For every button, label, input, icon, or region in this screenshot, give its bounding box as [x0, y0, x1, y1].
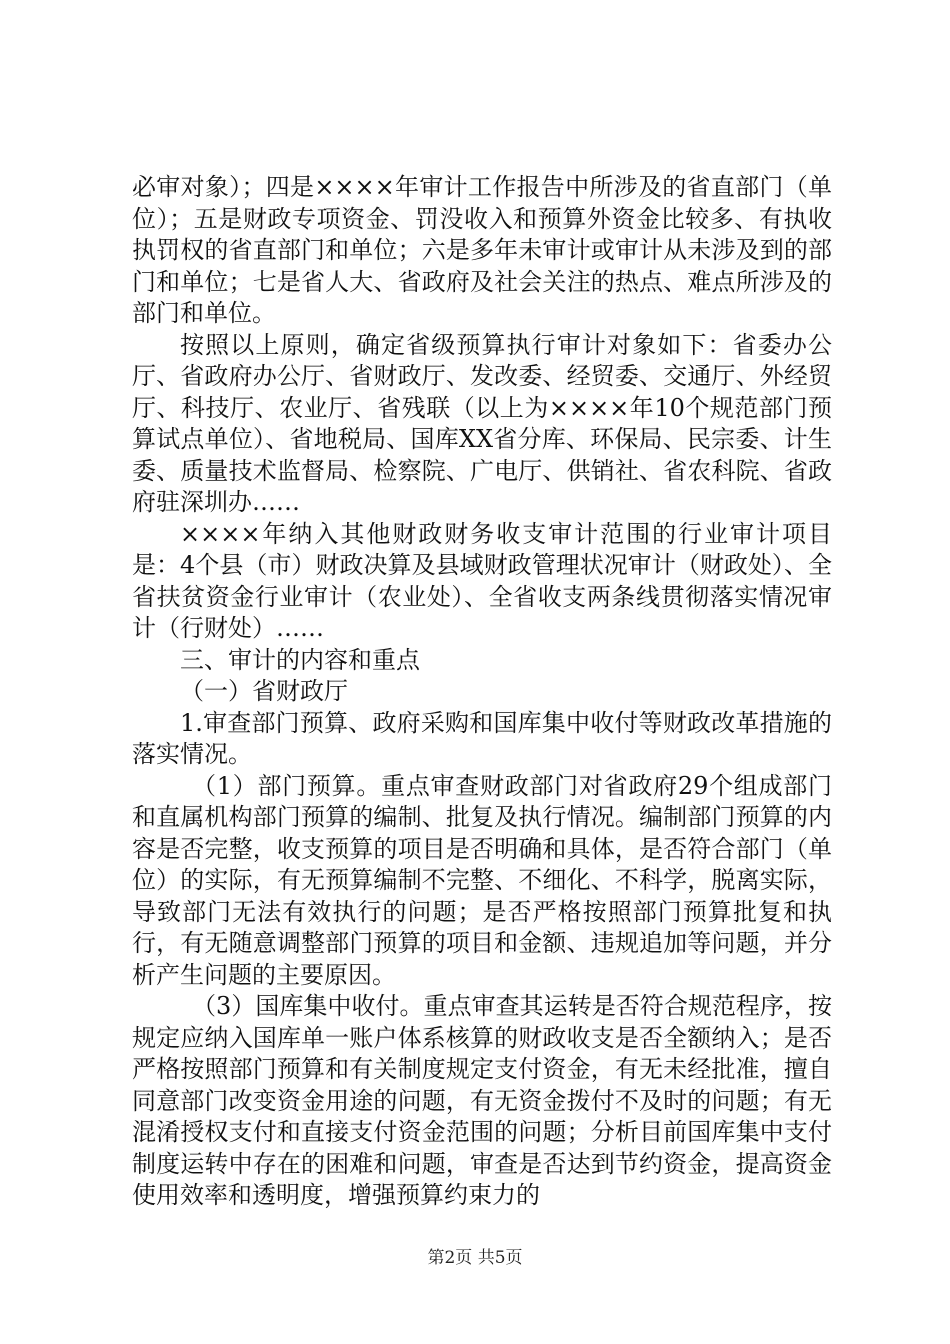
- paragraph-reform-measures: 1.审查部门预算、政府采购和国库集中收付等财政改革措施的落实情况。: [132, 708, 832, 768]
- paragraph-audit-targets-continued: 必审对象）；四是××××年审计工作报告中所涉及的省直部门（单位）；五是财政专项资金、罚没收入和预算外资金比较多、有执收执罚权的省直部门和单位；六是多年未审计或审计从未涉及到的部门和单位；七是省人大、省政府及社会关注的热点、难点所涉及的部门和单位。: [132, 173, 832, 327]
- paragraph-treasury-centralized-payment: （3）国库集中收付。重点审查其运转是否符合规范程序，按规定应纳入国库单一账户体系核算的财政收支是否全额纳入；是否严格按照部门预算和有关制度规定支付资金，有无未经批准，擅自同意部门改变资金用途的问题，有无资金拨付不及时的问题；有无混淆授权支付和直接支付资金范围的问题；分析目前国库集中支付制度运转中存在的困难和问题，审查是否达到节约资金，提高资金使用效率和透明度，增强预算约束力的: [132, 992, 832, 1209]
- page-number-footer: 第2页 共5页: [427, 1248, 523, 1268]
- document-body: [132, 172, 832, 1212]
- paragraph-industry-audit-projects: ××××年纳入其他财政财务收支审计范围的行业审计项目是：4个县（市）财政决算及县域财政管理状况审计（财政处）、全省扶贫资金行业审计（农业处）、全省收支两条线贯彻落实情况审计（行财处）……: [132, 519, 832, 642]
- section-heading-content-and-focus: 三、审计的内容和重点: [180, 645, 420, 674]
- subsection-heading-finance-department: （一）省财政厅: [180, 677, 348, 705]
- paragraph-audit-target-list: 按照以上原则，确定省级预算执行审计对象如下：省委办公厅、省政府办公厅、省财政厅、发改委、经贸委、交通厅、外经贸厅、科技厅、农业厅、省残联（以上为××××年10个规范部门预算试点单位）、省地税局、国库XX省分库、环保局、民宗委、计生委、质量技术监督局、检察院、广电厅、供销社、省农科院、省政府驻深圳办……: [132, 330, 832, 516]
- paragraph-department-budget: （1）部门预算。重点审查财政部门对省政府29个组成部门和直属机构部门预算的编制、批复及执行情况。编制部门预算的内容是否完整，收支预算的项目是否明确和具体，是否符合部门（单位）的实际，有无预算编制不完整、不细化、不科学，脱离实际，导致部门无法有效执行的问题；是否严格按照部门预算批复和执行，有无随意调整部门预算的项目和金额、违规追加等问题，并分析产生问题的主要原因。: [132, 771, 832, 989]
